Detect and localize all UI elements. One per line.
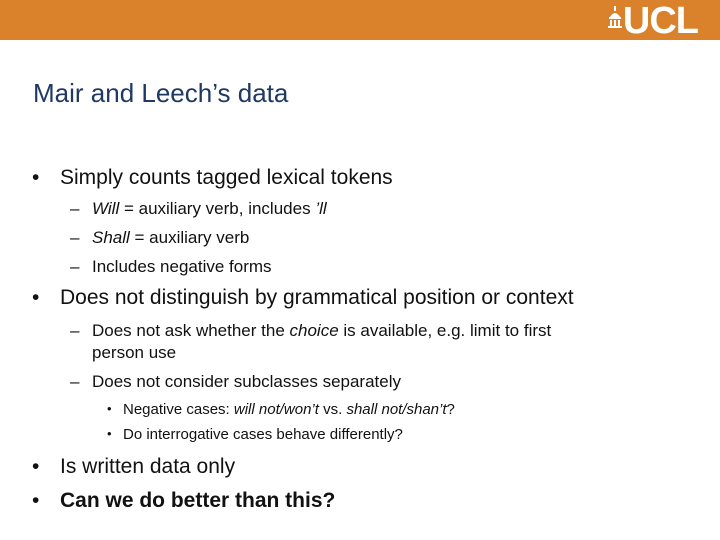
bullet-marker: • [107,426,112,441]
bullet-item [32,165,393,191]
sub-bullet-text: is available, e.g. limit to first [338,321,552,340]
sub-sub-bullet-item [107,425,403,445]
bullet-text: Simply counts tagged lexical tokens [60,166,393,189]
sub-bullet-text: Includes negative forms [92,257,272,276]
item-emphasis: will not/won’t [233,401,319,418]
bullet-marker: • [32,455,40,478]
logo-text: UCL [622,0,698,42]
item-text: vs. [318,401,347,418]
dash-marker: – [70,199,80,218]
sub-bullet-text: = auxiliary verb, includes [119,199,316,218]
sub-bullet-emphasis: choice [289,321,339,340]
bullet-item [32,285,574,311]
header-bar [0,0,720,40]
dash-marker: – [70,228,80,247]
sub-bullet-item [70,227,652,249]
sub-bullet-text: Does not consider subclasses separately [92,372,401,391]
sub-sub-bullet-item [107,400,455,420]
dash-marker: – [70,372,80,391]
sub-bullet-item [70,320,652,364]
item-text: Negative cases: [123,401,234,418]
portico-dome-icon [608,6,622,28]
item-emphasis: shall not/shan’t [346,401,447,418]
bullet-marker: • [32,286,40,309]
item-text: Do interrogative cases behave differently? [123,426,403,443]
sub-bullet-text: person use [92,343,177,362]
sub-bullet-text: Does not ask whether the [92,321,290,340]
item-text: ? [446,401,455,418]
bullet-marker: • [107,401,112,416]
bullet-text: Does not distinguish by grammatical position or context [60,286,574,309]
bullet-text: Is written data only [60,455,236,478]
bullet-text: Can we do better than this? [60,489,336,512]
dash-marker: – [70,257,80,276]
sub-bullet-text: = auxiliary verb [129,228,250,247]
bullet-item [32,454,236,480]
dash-marker: – [70,321,80,340]
sub-bullet-item [70,256,652,278]
sub-bullet-emphasis: Will [92,199,120,218]
ucl-logo [608,0,698,42]
bullet-item [32,488,336,514]
sub-bullet-item [70,198,652,220]
bullet-marker: • [32,489,40,512]
sub-bullet-emphasis: ’ll [315,199,327,218]
sub-bullet-item [70,371,652,393]
bullet-marker: • [32,166,40,189]
slide-title: Mair and Leech’s data [33,78,289,108]
sub-bullet-emphasis: Shall [92,228,130,247]
